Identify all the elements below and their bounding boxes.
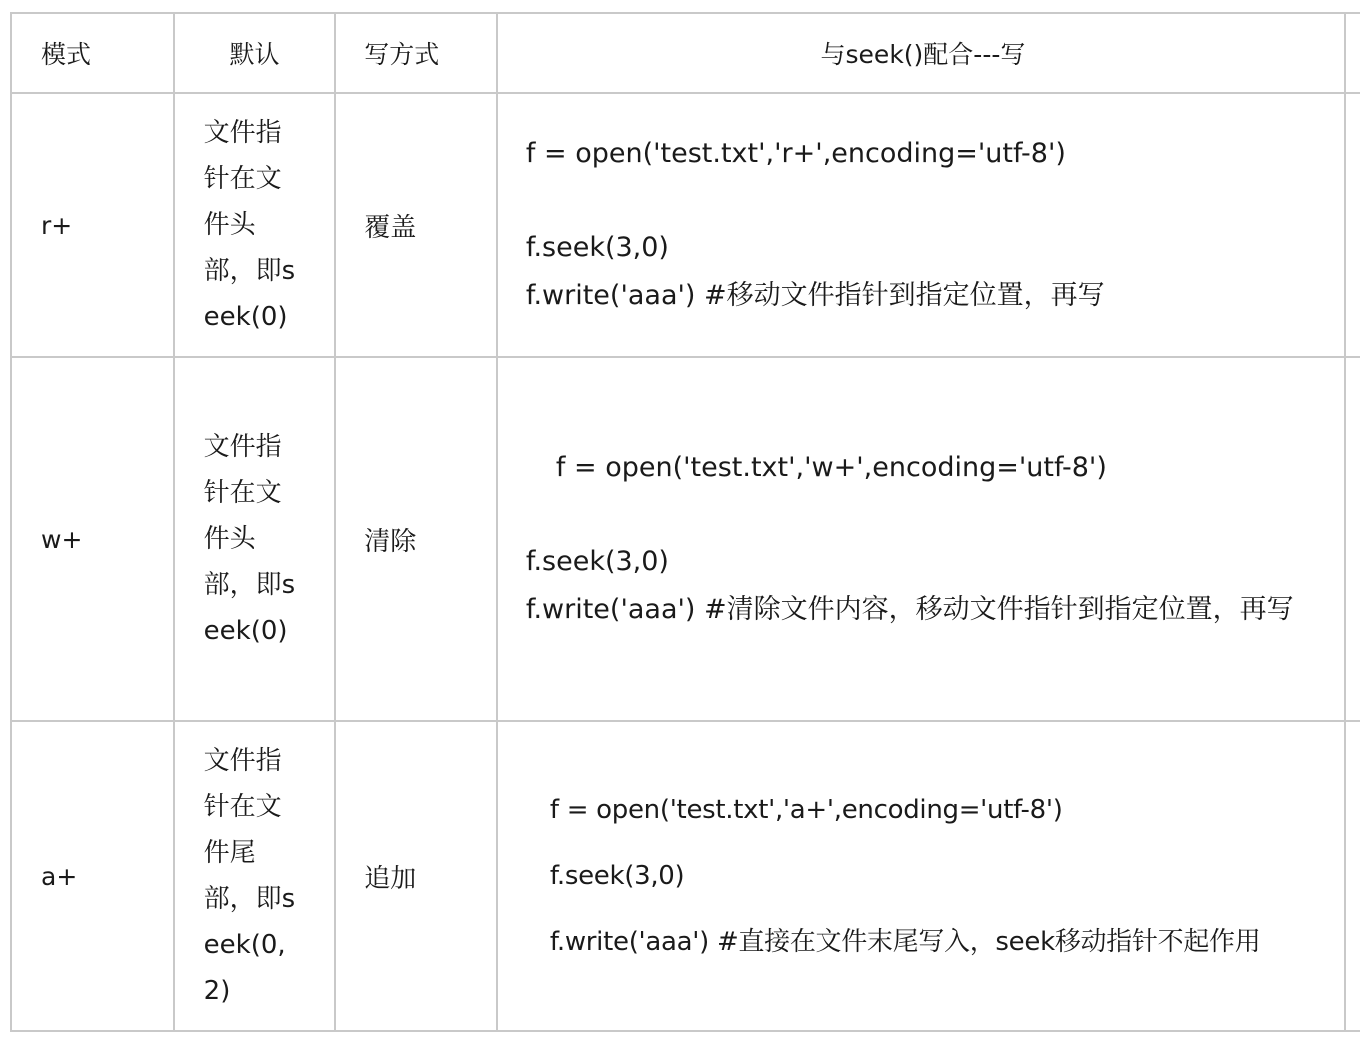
table-header-row: [11, 13, 1360, 93]
code-line: f = open('test.txt','a+',encoding='utf-8'): [549, 795, 1063, 825]
mode-cell: w+: [11, 357, 174, 721]
write-mode-cell: 覆盖: [335, 93, 497, 357]
code-cell: [497, 721, 1360, 1031]
code-cell: [497, 93, 1360, 357]
table-row: [11, 357, 1360, 721]
header-default-label: 默认: [229, 40, 280, 69]
code-cell: [497, 357, 1360, 721]
table-row: [11, 93, 1360, 357]
code-line: f.seek(3,0): [549, 861, 685, 891]
code-line: f.write('aaa') #直接在文件末尾写入，seek移动指针不起作用: [549, 927, 1261, 957]
write-mode-cell: 追加: [335, 721, 497, 1031]
write-mode-cell: 清除: [335, 357, 497, 721]
default-text: 文件指针在文件头部，即seek(0): [203, 432, 296, 646]
code-line: f.write('aaa') #移动文件指针到指定位置，再写: [525, 280, 1105, 311]
code-line: f.seek(3,0): [525, 232, 669, 263]
mode-cell: r+: [11, 93, 174, 357]
header-mode: 模式: [11, 13, 174, 93]
default-cell: [174, 357, 336, 721]
default-cell: [174, 721, 336, 1031]
code-line: f = open('test.txt','r+',encoding='utf-8'): [525, 138, 1066, 169]
default-cell: [174, 93, 336, 357]
default-text: 文件指针在文件头部，即seek(0): [203, 118, 296, 332]
header-default: [174, 13, 336, 93]
code-line: f.write('aaa') #清除文件内容，移动文件指针到指定位置，再写: [525, 594, 1294, 625]
file-mode-table: [10, 12, 1360, 1032]
code-line: f.seek(3,0): [525, 546, 669, 577]
header-write-mode: 写方式: [335, 13, 497, 93]
header-seek-write: 与seek()配合---写: [497, 13, 1360, 93]
default-text: 文件指针在文件尾部，即seek(0,2): [203, 746, 296, 1006]
table-row: [11, 721, 1360, 1031]
mode-cell: a+: [11, 721, 174, 1031]
code-line: f = open('test.txt','w+',encoding='utf-8'): [555, 452, 1107, 483]
table-right-border: [1344, 12, 1346, 1032]
